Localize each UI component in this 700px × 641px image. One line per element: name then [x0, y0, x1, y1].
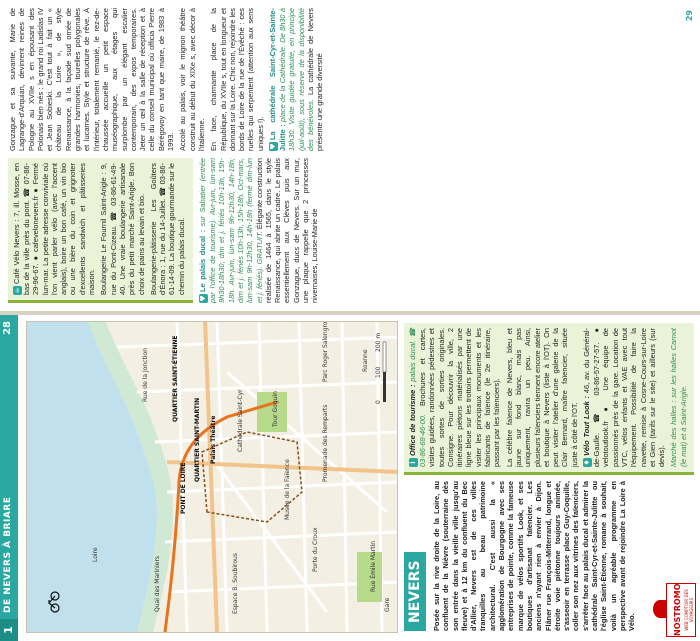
city-map: [26, 321, 398, 633]
place-republique-paragraph: En face, charmante place de la République, du XVIIe s, tout en longueur et donnant sur la Loire. Chic non, rejoindre les bords de Loire de la rue de l'Évêché : ces ruelles qui serpentent (attention aux sens uniques !).: [209, 8, 265, 151]
chapter-number: 1: [0, 619, 18, 641]
right-page-number: 29: [685, 10, 694, 22]
left-page-header: [0, 315, 18, 641]
coffee-icon: ☕: [13, 287, 21, 294]
eat-drink-box: [8, 158, 193, 303]
palais-ducal-entry: ♥Le palais ducal : sur Sabatier (entrée par l'office de tourisme). Avr-juin, lun-sam 9h30-18h30; dim et j. fériés 10h-13h, 15h-18h. Avr-juin, lun-sam 9h-12h30, 14h-18h; dim et j. fériés 10h-13h, 15h-18h. Oct-mars, lun-sam 9h-12h30, 14h-18h (fermé dim-lun et j. fériés). GRATUIT. Élégante construction réalisée de 1464 à 1565, dans le style Renaissance, qui abrite un cadre. Le palais essentiellement aux Clèves puis aux Gonzague, ducs de Nevers. Sur un mur, une plaque rappelle que 2 princesses nivernaises, Louise-Marie de: [198, 158, 320, 303]
map-district-saint-martin: QUARTIER SAINT-MARTIN: [194, 397, 201, 482]
boulangerie-entry: Boulangerie Le Fournil Saint-Arigle : 9, rue du Pont-Cizeau. ☎ 03-86-61-49-40. Une vraie boulangerie artisanale près du petit marché Saint-Arigle. Bon choix de pains au levain et bio.: [99, 163, 146, 295]
gonzague-paragraph: Gonzague et sa suivante, Marie de Lagrange-d'Arquian, devinrent reines de Pologne au XVIIe s en épousant des Polonais bien nés : le grand roi Ladislas IV et Jean Sobieski. C'est tout à fait un « château de la Loire », de style Renaissance, à la façade sud ornée de grandes harmonies, tourelles polygonales et lucarnes. Style et structure de rêve. À l'intérieur, totalement remanié, le rez-de-chaussée accueille un petit espace muséographique, aux étages qui surplombe par un élégant escalier contemporain, des expos temporaires. Jeter un œil à la salle de réception et à celle du conseil municipal où officia Pierre Bérégovoy en tant que maire, de 1983 à 1993.: [8, 8, 176, 151]
scale-bar: [375, 333, 386, 404]
logo-tagline: WEB COMPTOIR DES VOYAGEURS: [684, 589, 694, 631]
map-label-palais: Palais Théâtre: [210, 415, 217, 464]
map-label-quai: Quai des Mariniers: [154, 555, 161, 612]
theatre-paragraph: Accolé au palais, voir le mignon théâtre construit au début du XIXe s, avec décor à l'italienne.: [178, 8, 206, 151]
left-page-number: 28: [2, 321, 13, 335]
bike-rental-icon: ♦: [583, 459, 592, 466]
city-intro: Posée sur la rive droite de la Loire, au confluent de la Nièvre (souterraine dès son entrée dans la vieille ville jusqu'au fleuve) et à 12 km du confluent du Bec d'Allier, Nevers est de ces villes tranquilles au beau patrimoine architectural. C'est aussi la « agglomération de Bourgogne avec ses entreprises de pointe, comme la fameuse marque de vélos sportifs Look, et ses boutiques d'artisanat faïencier. Les anciens n'ayant rien à envier à Dijon. Flâner rue François-Mitterrand, longue et étroite voie piétonne toujours animée, s'asseoir en terrasse place Guy-Coquille, coller son nez aux vitrines des faïenciers, s'arrêter face au palais ducal et admirer la cathédrale Saint-Cyr-et-Sainte-Julitte ou l'église Saint-Étienne, romane à souhait, voilà un agréable programme en perspective avant de rejoindre La Loire à Vélo.: [432, 481, 637, 631]
map-label-remparts: Promenade des Remparts: [322, 404, 329, 482]
cathedrale-entry: ♥La cathédrale Saint-Cyr-et-Sainte-Julitte : place de la Cathédrale. De 8h30 à 18h30. Visite guidée gratuite, en principe (juil-août), sous réserve de la disponibilité des bénévoles. La cathédrale de Nevers présente une grande diversité: [268, 8, 325, 151]
info-icon: i: [409, 458, 418, 467]
logo-brand: NOSTROMO: [673, 583, 682, 636]
monument-icon-2: ♥: [269, 143, 278, 150]
map-label-jonction: Rue de la Jonction: [142, 348, 149, 402]
practical-info-box: [404, 323, 694, 475]
map-label-parc: Parc Roger Salengro: [322, 321, 329, 382]
map-label-croux: Porte du Croux: [312, 527, 319, 572]
chapter-title: DE NEVERS À BRIARE: [3, 496, 13, 613]
nostromo-logo: [666, 583, 696, 637]
map-graphic: [27, 321, 398, 632]
marche-entry: Marché des halles : sur les halles Carnot (le mat) et à Saint-Arigle.: [669, 328, 688, 467]
left-text-column-1: [404, 481, 694, 631]
right-page: [0, 0, 700, 311]
left-page: [0, 315, 700, 641]
map-label-loire: Loire: [92, 547, 99, 562]
map-label-pont: PONT DE LOIRE: [180, 462, 187, 514]
map-label-soubirous: Espace B. Soubirous: [232, 553, 239, 614]
scale-mid: 100: [375, 366, 382, 378]
map-label-gare: Gare: [384, 597, 391, 612]
map-label-roanne: Roanne: [362, 349, 369, 372]
map-label-musee: Musée de la Faïence: [284, 459, 291, 520]
map-label-cathedrale: Cathédrale Saint-Cyr: [237, 389, 244, 452]
faience-entry: La célèbre faïence de Nevers, bleu et jaune sur fond blanc, mais pas uniquement, ravira un peu. Ainsi, plusieurs faïenciers tiennent encore atelier et boutique à Nevers (liste à l'OT). On peut visiter l'atelier d'une galerie de la Clair Bernard, maître faïencier, située juste à côté de l'OT.: [504, 328, 579, 467]
cafe-velo-entry: ☕Café Vélo Nevers : 7, ill. Mosse, en bas de la ville près du pont. ☎ 07-86-29-96-67. ● cafevelonevers.fr ● Fermé lun-mar. La petite adresse conviviale où l'on vient parler vélo (avec l'accent anglais), boire un bon café, un vin bio ou une bière du coin et grignoter d'excellents sandwich et pâtisseries maison.: [12, 163, 97, 295]
map-district-saint-etienne: QUARTIER SAINT-ÉTIENNE: [172, 335, 179, 422]
right-text-column-1: [8, 158, 694, 303]
monument-icon: ♥: [199, 295, 208, 302]
loire-river: [27, 321, 157, 632]
right-text-column-2: [8, 8, 678, 151]
patisserie-entry: Boulangerie-pâtisserie Les Goûters d'Énora : 1, rue du 14-Juillet. ☎ 03-86-61-14-09. La boutique gourmande sur le chemin du palais ducal.: [148, 163, 186, 295]
velo-entry: ♦Vélo Tout Look : 46, av. du Général-de-Gaulle. ☎ 03-86-57-27-57. ● velotoutlook.fr ● Une équipe de passionnés près de la gare. Location de VTC, vélos enfants et VAE avec tout l'équipement. Possibilité de faire la navette, remise à Cosne-Cours-sur-Loire et Gien (tarifs sur le site) et ailleurs (sur devis).: [582, 328, 667, 467]
office-tourisme-entry: iOffice de tourisme : palais ducal. ☎ 03-86-68-46-00. Brochures et cartes, visites guidées, randonnées pédestres et toutes sortes de sorties originales. Consigne. Pour découvrir la ville, 2 itinéraires piétons matérialisés par une ligne bleue sur les trottoirs permettent de visiter les principaux monuments et les fabricants de faïence (le 2e itinéraire, passant par les faïenciers).: [408, 328, 502, 467]
left-text-column-2: [404, 323, 694, 475]
scale-zero: 0: [375, 400, 382, 404]
map-label-emile-martin: Rue Émile Martin: [370, 540, 377, 592]
book-gutter: [0, 311, 700, 315]
map-label-goguin: Tour Goguin: [272, 391, 279, 427]
scale-max: 200 m: [375, 332, 382, 352]
city-title: NEVERS: [404, 552, 426, 631]
